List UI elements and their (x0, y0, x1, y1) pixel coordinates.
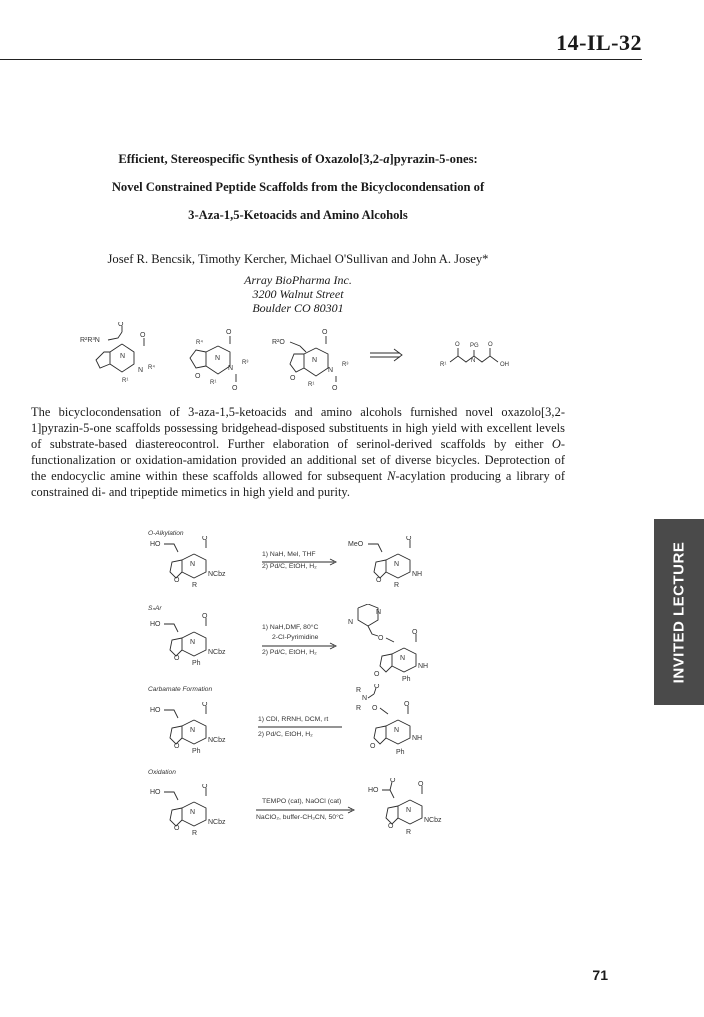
svg-text:O: O (332, 385, 338, 392)
svg-text:R: R (356, 705, 362, 712)
svg-text:MeO: MeO (348, 541, 364, 548)
svg-text:N: N (138, 367, 144, 374)
reaction-1-reagent-1: 1) NaH, MeI, THF (262, 551, 316, 558)
svg-text:R: R (192, 582, 198, 588)
svg-text:O: O (388, 823, 394, 830)
svg-text:R¹: R¹ (122, 378, 129, 384)
reaction-4-product (368, 778, 468, 836)
svg-text:O: O (202, 613, 208, 620)
svg-text:R¹: R¹ (308, 382, 315, 388)
svg-text:O: O (290, 375, 296, 382)
reaction-4-arrow (256, 806, 360, 814)
reaction-3-reagent-2: 2) Pd/C, EtOH, H₂ (258, 731, 313, 738)
svg-text:NH: NH (412, 735, 423, 742)
reaction-3-reagent-1: 1) CDI, RRNH, DCM, rt (258, 716, 329, 723)
svg-text:O: O (455, 342, 460, 348)
svg-text:NH: NH (418, 663, 429, 670)
svg-text:R: R (394, 582, 400, 588)
svg-text:N: N (348, 619, 354, 626)
svg-text:N: N (190, 809, 196, 816)
svg-text:N: N (376, 609, 382, 616)
svg-text:Ph: Ph (192, 748, 201, 754)
reaction-1-reagent-2: 2) Pd/C, EtOH, H₂ (262, 563, 317, 570)
affiliation-line-2: 3200 Walnut Street (252, 287, 344, 301)
reverse-arrow (370, 349, 402, 361)
reaction-1-arrow (262, 558, 342, 566)
svg-text:R: R (356, 687, 362, 694)
scaffold-structure-3 (272, 329, 348, 392)
reaction-4-starting-material (150, 784, 270, 836)
svg-text:O: O (372, 705, 378, 712)
reaction-4-reagent-1: TEMPO (cat), NaOCl (cat) (262, 798, 342, 805)
svg-text:O: O (374, 671, 380, 678)
svg-text:R²R³N: R²R³N (80, 337, 100, 344)
svg-text:R³: R³ (242, 360, 249, 366)
svg-text:PG: PG (470, 343, 479, 349)
abstract-code: 14-IL-32 (556, 30, 642, 55)
svg-text:Ph: Ph (192, 660, 201, 666)
authors: Josef R. Bencsik, Timothy Kercher, Michael O'Sullivan and John A. Josey* (107, 252, 489, 266)
svg-text:R²O: R²O (272, 339, 285, 346)
svg-text:N: N (190, 639, 196, 646)
svg-text:N: N (215, 355, 221, 362)
reaction-2-arrow (262, 642, 342, 650)
svg-text:R⁴: R⁴ (196, 340, 203, 346)
svg-text:O: O (390, 778, 396, 784)
svg-text:N: N (406, 807, 412, 814)
svg-text:O: O (174, 655, 180, 662)
reaction-label-carbamate-formation: Carbamate Formation (148, 686, 213, 693)
svg-text:O: O (174, 577, 180, 584)
reaction-label-snar: SₙAr (148, 605, 162, 612)
reaction-2-reagent-1: 1) NaH,DMF, 80°C (262, 624, 319, 631)
svg-text:NCbz: NCbz (208, 737, 226, 744)
reaction-2-starting-material (150, 612, 270, 666)
svg-text:R³: R³ (342, 362, 349, 368)
svg-text:NCbz: NCbz (208, 649, 226, 656)
affiliation-line-3: Boulder CO 80301 (252, 301, 344, 315)
svg-text:N: N (312, 357, 318, 364)
svg-text:Ph: Ph (402, 676, 411, 682)
svg-text:O: O (232, 385, 238, 392)
svg-text:O: O (140, 332, 146, 339)
svg-text:O: O (378, 635, 384, 642)
scaffold-structure-1 (80, 322, 155, 384)
reaction-2-reagent-3: 2) Pd/C, EtOH, H₂ (262, 649, 317, 656)
svg-text:O: O (488, 342, 493, 348)
svg-text:NCbz: NCbz (208, 571, 226, 578)
svg-text:N: N (190, 561, 196, 568)
svg-text:N: N (471, 358, 476, 364)
svg-text:O: O (322, 329, 328, 336)
top-scheme (60, 322, 560, 392)
title-line-3: 3-Aza-1,5-Ketoacids and Amino Alcohols (188, 208, 408, 222)
svg-text:O: O (418, 781, 424, 788)
svg-text:O: O (202, 784, 208, 790)
svg-text:N: N (328, 367, 334, 374)
scaffold-structure-2 (190, 329, 248, 392)
svg-text:O: O (174, 743, 180, 750)
invited-lecture-label: INVITED LECTURE (670, 541, 688, 683)
svg-text:N: N (362, 695, 368, 702)
svg-text:R: R (406, 829, 412, 836)
svg-text:N: N (228, 365, 234, 372)
svg-text:O: O (404, 701, 410, 708)
svg-text:OH: OH (500, 362, 509, 368)
header-rule (0, 59, 642, 60)
svg-text:N: N (400, 655, 406, 662)
svg-text:O: O (195, 373, 201, 380)
invited-lecture-tab (654, 519, 704, 705)
svg-text:O: O (202, 702, 208, 708)
svg-text:O: O (202, 536, 208, 542)
svg-text:HO: HO (150, 621, 161, 628)
svg-text:O: O (376, 577, 382, 584)
svg-text:NCbz: NCbz (208, 819, 226, 826)
svg-text:N: N (120, 353, 126, 360)
svg-text:R⁴: R⁴ (148, 365, 155, 371)
svg-text:O: O (374, 684, 380, 690)
reaction-3-product (346, 684, 446, 760)
svg-text:R¹: R¹ (210, 380, 217, 386)
svg-text:HO: HO (150, 789, 161, 796)
svg-text:HO: HO (150, 707, 161, 714)
title-line-1: Efficient, Stereospecific Synthesis of Oxazolo[3,2-a]pyrazin-5-ones: (118, 152, 478, 166)
svg-text:O: O (412, 629, 418, 636)
svg-text:R¹: R¹ (440, 362, 447, 368)
reaction-1-product (348, 536, 448, 588)
svg-text:R: R (192, 830, 198, 836)
ketoacid-structure (440, 342, 509, 368)
reaction-2-product (346, 604, 446, 682)
svg-text:HO: HO (150, 541, 161, 548)
svg-text:N: N (394, 727, 400, 734)
reaction-3-starting-material (150, 702, 270, 754)
reaction-2-reagent-2: 2-Cl-Pyrimidine (272, 634, 319, 641)
reaction-4-reagent-2: NaClO₂, buffer-CH₃CN, 50°C (256, 814, 344, 821)
svg-text:O: O (370, 743, 376, 750)
reaction-3-arrow (258, 723, 348, 731)
svg-text:NH: NH (412, 571, 423, 578)
svg-text:O: O (118, 322, 124, 328)
svg-text:NCbz: NCbz (424, 817, 442, 824)
reaction-label-o-alkylation: O-Alkylation (148, 530, 184, 537)
svg-text:N: N (190, 727, 196, 734)
page-number: 71 (592, 967, 608, 983)
svg-text:HO: HO (368, 787, 379, 794)
svg-text:N: N (394, 561, 400, 568)
svg-text:O: O (226, 329, 232, 336)
abstract-text: The bicyclocondensation of 3-aza-1,5-ketoacids and amino alcohols furnished novel oxazolo[3,2-1]pyrazin-5-one scaffolds possessing bridgehead-disposed substituents in high yield with excellent levels of substrate-based diastereocontrol. Further elaboration of serinol-derived scaffolds by either O-functionalization or oxidation-amidation provided an additional set of diverse bicycles. Deprotection of the endocyclic amine within these scaffolds allowed for subsequent N-acylation producing a library of constrained di- and tripeptide mimetics in high yield and purity. (31, 405, 565, 500)
svg-text:O: O (406, 536, 412, 542)
svg-text:O: O (174, 825, 180, 832)
title-line-2: Novel Constrained Peptide Scaffolds from the Bicyclocondensation of (111, 180, 485, 194)
reaction-label-oxidation: Oxidation (148, 769, 176, 776)
svg-text:Ph: Ph (396, 749, 405, 756)
affiliation-line-1: Array BioPharma Inc. (244, 273, 352, 287)
reaction-1-starting-material (150, 536, 270, 588)
